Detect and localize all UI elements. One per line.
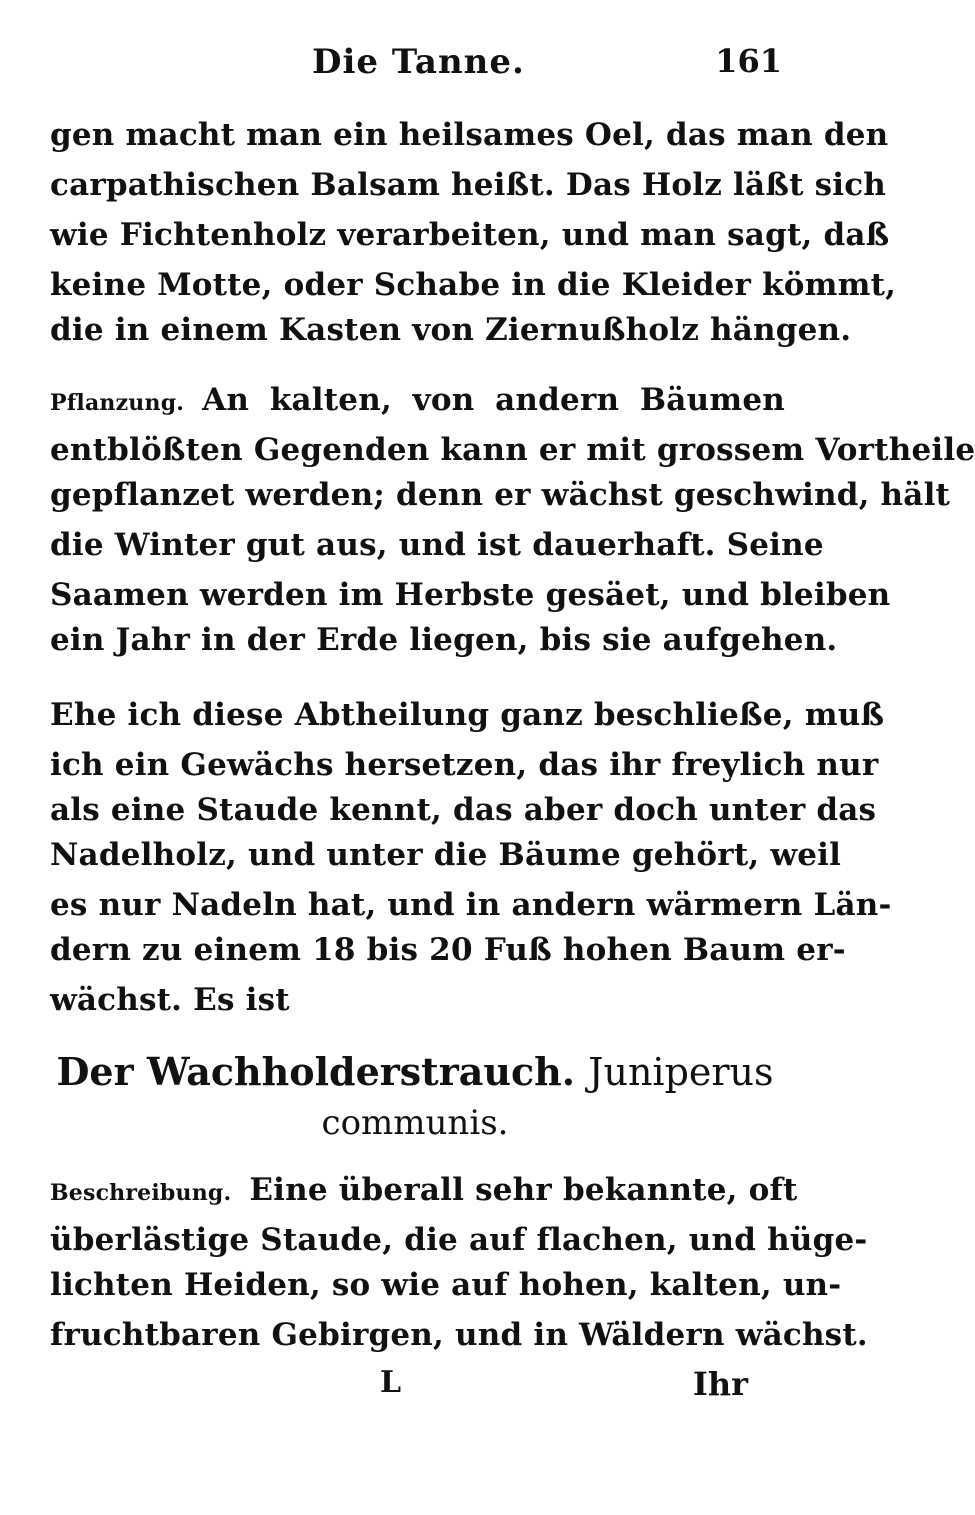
- text-line: es nur Nadeln hat, und in andern wärmern Län-: [50, 887, 892, 923]
- text-line: carpathischen Balsam heißt. Das Holz läßt sich: [50, 167, 887, 203]
- marginal-note-pflanzung: Pflanzung.: [50, 390, 185, 416]
- text-line: gen macht man ein heilsames Oel, das man den: [50, 117, 889, 153]
- text-line-start: Eine überall sehr bekannte, oft: [249, 1172, 798, 1208]
- running-title: Die Tanne.: [312, 42, 525, 82]
- text-line: keine Motte, oder Schabe in die Kleider kömmt,: [50, 267, 897, 303]
- text-line: Saamen werden im Herbste gesäet, und bleiben: [50, 577, 891, 613]
- text-line: Ehe ich diese Abtheilung ganz beschließe, muß: [50, 697, 885, 733]
- text-line: als eine Staude kennt, das aber doch unter das: [50, 792, 877, 828]
- text-line: die in einem Kasten von Ziernußholz hängen.: [50, 312, 852, 348]
- marginal-note-beschreibung: Beschreibung.: [50, 1180, 232, 1206]
- text-line: lichten Heiden, so wie auf hohen, kalten, un-: [50, 1267, 842, 1303]
- catchword: Ihr: [692, 1365, 748, 1403]
- page-header: [0, 40, 830, 90]
- text-line: [50, 1165, 798, 1215]
- page-number: 161: [715, 42, 782, 80]
- text-line: überlästige Staude, die auf flachen, und hüge-: [50, 1222, 868, 1258]
- text-line: dern zu einem 18 bis 20 Fuß hohen Baum er-: [50, 932, 846, 968]
- heading-german: Der Wachholderstrauch.: [56, 1049, 575, 1094]
- section-heading-line2: communis.: [321, 1103, 509, 1143]
- text-line: [50, 375, 785, 425]
- text-line-start: An kalten, von andern Bäumen: [202, 382, 785, 418]
- text-line: die Winter gut aus, und ist dauerhaft. Seine: [50, 527, 824, 563]
- text-line: entblößten Gegenden kann er mit grossem Vortheile: [50, 432, 975, 468]
- text-line: ich ein Gewächs hersetzen, das ihr freylich nur: [50, 747, 879, 783]
- text-line: wie Fichtenholz verarbeiten, und man sagt, daß: [50, 217, 890, 253]
- text-line: wächst. Es ist: [50, 982, 290, 1018]
- text-line: ein Jahr in der Erde liegen, bis sie aufgehen.: [50, 622, 838, 658]
- heading-latin: Juniperus: [588, 1050, 774, 1094]
- text-line: Nadelholz, und unter die Bäume gehört, weil: [50, 837, 842, 873]
- section-heading: [0, 1045, 830, 1099]
- text-line: fruchtbaren Gebirgen, und in Wäldern wächst.: [50, 1317, 868, 1353]
- signature-mark: L: [380, 1365, 402, 1400]
- text-line: gepflanzet werden; denn er wächst geschwind, hält: [50, 477, 951, 513]
